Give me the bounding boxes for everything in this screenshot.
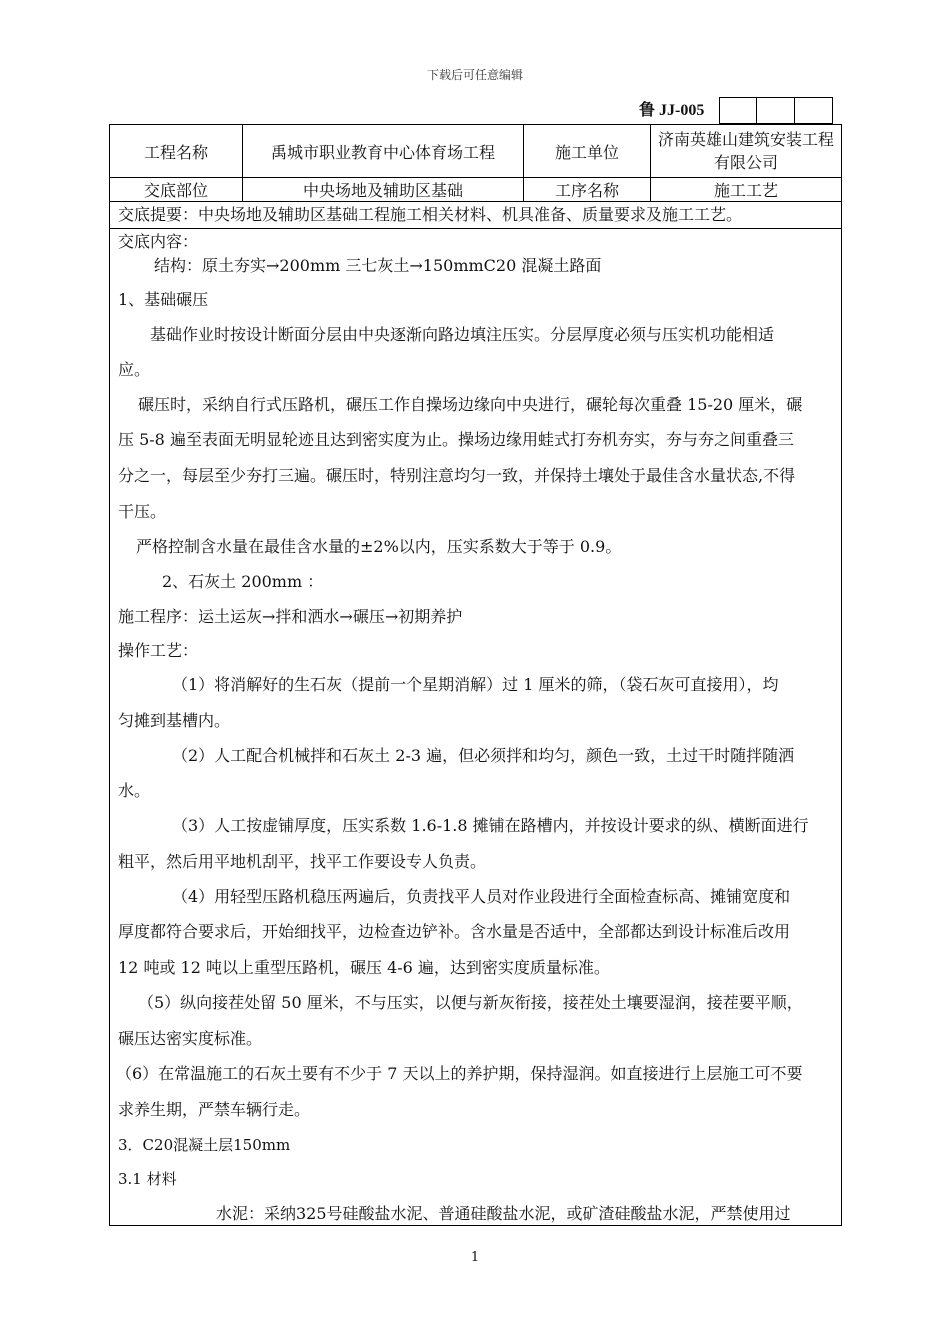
download-note: 下载后可任意编辑 <box>426 68 523 82</box>
op6-line-1: （6）在常温施工的石灰土要有不少于 7 天以上的养护期，保持湿润。如直接进行上层施工可不要 <box>116 1064 803 1083</box>
op3-line-1: （3）人工按虚铺厚度，压实系数 1.6-1.8 摊铺在路槽内，并按设计要求的纵、横断面进行 <box>172 816 809 835</box>
content-heading: 交底内容： <box>118 232 199 251</box>
op1-line-1: （1）将消解好的生石灰（提前一个星期消解）过 1 厘米的筛，（袋石灰可直接用），均 <box>172 675 779 694</box>
op3-line-2: 粗平，然后用平地机刮平，找平工作要设专人负责。 <box>118 852 487 871</box>
code-box-2 <box>757 97 795 124</box>
code-box-1 <box>719 97 757 124</box>
p2-line-2: 压 5-8 遍至表面无明显轮迹且达到密实度为止。操场边缘用蛙式打夯机夯实，夯与夯之间重叠三 <box>118 430 794 449</box>
part-label: 交底部位 <box>110 178 243 202</box>
content-area <box>109 201 842 1226</box>
p2-line-1: 碾压时，采纳自行式压路机，碾压工作自操场边缘向中央进行，碾轮每次重叠 15-20 厘米，碾 <box>138 395 803 414</box>
op2-line-1: （2）人工配合机械拌和石灰土 2-3 遍，但必须拌和均匀，颜色一致，土过干时随拌随洒 <box>172 746 795 765</box>
code-box-3 <box>795 97 833 124</box>
form-code-row <box>637 97 833 124</box>
p1-line-1: 基础作业时按设计断面分层由中央逐渐向路边填注压实。分层厚度必须与压实机功能相适 <box>150 325 775 344</box>
contractor-line2: 有限公司 <box>713 153 778 172</box>
op2-line-2: 水。 <box>118 781 151 800</box>
project-name-label: 工程名称 <box>110 125 243 178</box>
p1-line-2: 应。 <box>118 360 151 379</box>
project-name-value: 禹城市职业教育中心体育场工程 <box>243 125 524 178</box>
p2-line-3: 分之一，每层至少夯打三遍。碾压时，特别注意均匀一致，并保持土壤处于最佳含水量状态,不得 <box>118 466 796 485</box>
contractor-value <box>651 125 842 178</box>
op1-line-2: 匀摊到基槽内。 <box>118 711 231 730</box>
part-value: 中央场地及辅助区基础 <box>243 178 524 202</box>
section-2-title: 2、石灰土 200mm ： <box>162 572 324 591</box>
process-value: 施工工艺 <box>651 178 842 202</box>
process-label: 工序名称 <box>524 178 651 202</box>
op4-line-2: 厚度都符合要求后，开始细找平，边检查边铲补。含水量是否适中，全部都达到设计标准后改用 <box>118 922 791 941</box>
summary-divider <box>110 228 841 229</box>
page-number: 1 <box>470 1250 480 1265</box>
op5-line-1: （5）纵向接茬处留 50 厘米，不与压实，以便与新灰衔接，接茬处土壤要湿润，接茬要平顺， <box>138 993 803 1012</box>
section-2-ops: 操作工艺： <box>118 641 199 660</box>
contractor-line1: 济南英雄山建筑安装工程 <box>657 130 834 149</box>
section-2-program: 施工程序：运土运灰→拌和洒水→碾压→初期养护 <box>118 607 463 626</box>
section-1-title: 1、基础碾压 <box>118 290 209 309</box>
form-code: 鲁 JJ-005 <box>639 102 705 119</box>
op5-line-2: 碾压达密实度标准。 <box>118 1029 263 1048</box>
op6-line-2: 求养生期，严禁车辆行走。 <box>118 1100 311 1119</box>
cement-line: 水泥：采纳325号硅酸盐水泥、普通硅酸盐水泥，或矿渣硅酸盐水泥，严禁使用过 <box>216 1204 791 1223</box>
info-table <box>109 124 842 202</box>
section-3-1-title: 3.1 材料 <box>118 1170 177 1188</box>
contractor-label: 施工单位 <box>524 125 651 178</box>
section-3-title: 3．C20混凝土层150mm <box>118 1136 291 1154</box>
op4-line-1: （4）用轻型压路机稳压两遍后，负责找平人员对作业段进行全面检查标高、摊铺宽度和 <box>172 887 791 906</box>
p3-line: 严格控制含水量在最佳含水量的±2%以内，压实系数大于等于 0.9。 <box>136 537 622 556</box>
p2-line-4: 干压。 <box>118 502 167 521</box>
structure-line: 结构：原土夯实→200mm 三七灰土→150mmC20 混凝土路面 <box>154 256 602 275</box>
op4-line-3: 12 吨或 12 吨以上重型压路机，碾压 4-6 遍，达到密实度质量标准。 <box>118 958 610 977</box>
summary: 交底提要：中央场地及辅助区基础工程施工相关材料、机具准备、质量要求及施工工艺。 <box>118 205 743 224</box>
